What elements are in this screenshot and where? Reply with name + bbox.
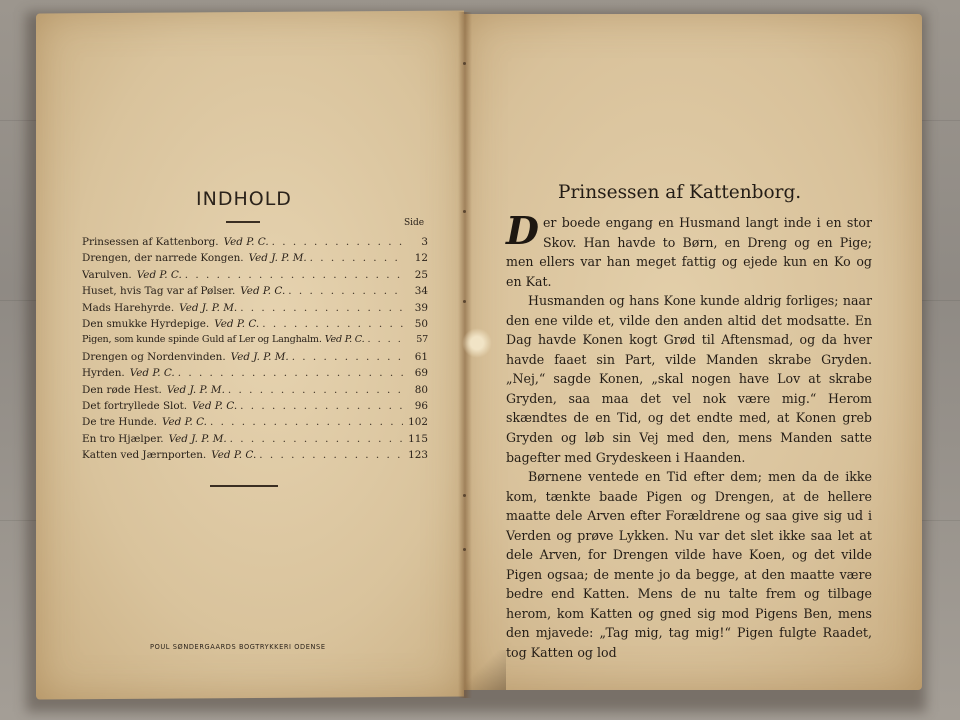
title-rule — [226, 221, 260, 223]
toc-entry: Varulven. Ved P. C. . . . 25 — [82, 269, 428, 285]
binding-stitch — [463, 548, 466, 551]
toc-entry: Pigen, som kunde spinde Guld af Ler og Langhalm. Ved P. C. . . . 57 — [82, 334, 428, 350]
side-column-label: Side — [404, 218, 425, 228]
story-paragraph: Husmanden og hans Kone kunde aldrig forliges; naar den ene vilde et, vilde den anden altid det modsatte. En Dag havde Konen kogt Grød til Aftensmad, og da hver havde faaet sin Part, vilde Manden skrabe Gryden. „Nej,“ sagde Konen, „skal nogen have Lov at skrabe Gryden, saa maa det vel nok være mig.“ Herom skændtes de en Tid, og det endte med, at Konen greb Gryden og løb sin Vej med den, mens Manden satte bagefter med Grydeskeen i Haanden. — [506, 293, 872, 465]
toc-entry: Prinsessen af Kattenborg. Ved P. C. . . . 3 — [82, 236, 428, 252]
story-title: Prinsessen af Kattenborg. — [558, 182, 802, 203]
toc-entry: De tre Hunde. Ved P. C. . . . 102 — [82, 416, 428, 432]
story-paragraph: Der boede engang en Husmand langt inde i en stor Skov. Han havde to Børn, en Dreng og en Pige; men ellers var han meget fattig og ejede kun en Ko og en Kat. — [506, 208, 872, 289]
paper-tear — [462, 328, 492, 358]
worn-corner — [466, 650, 506, 690]
toc-entry: Det fortryllede Slot. Ved P. C. . . . 96 — [82, 400, 428, 416]
story-text — [506, 208, 872, 663]
toc-entry: En tro Hjælper. Ved J. P. M. . . . 115 — [82, 433, 428, 449]
toc-entry: Katten ved Jærnporten. Ved P. C. . . . 123 — [82, 449, 428, 465]
printer-imprint: POUL SØNDERGAARDS BOGTRYKKERI ODENSE — [150, 643, 326, 651]
toc-entry: Drengen, der narrede Kongen. Ved J. P. M. . . . 12 — [82, 252, 428, 268]
story-paragraph: Børnene ventede en Tid efter dem; men da de ikke kom, tænkte baade Pigen og Drengen, at de hellere maatte dele Arven efter Forældrene og saa give sig ud i Verden og prøve Lykken. Nu var det slet ikke saa let at dele Arven, for Drengen vilde have Koen, og det vilde Pigen ogsaa; de mente jo da begge, at den maatte være bedre end Katten. Mens de nu talte frem og tilbage herom, kom Katten og gned sig mod Pigens Ben, mens den mjavede: „Tag mig, tag mig!“ Pigen fulgte Raadet, tog Katten og lod — [506, 469, 872, 661]
toc-entry: Mads Harehyrde. Ved J. P. M. . . . 39 — [82, 302, 428, 318]
binding-stitch — [463, 62, 466, 65]
toc-entry: Huset, hvis Tag var af Pølser. Ved P. C. . . . 34 — [82, 285, 428, 301]
binding-stitch — [463, 210, 466, 213]
toc-entry: Den røde Hest. Ved J. P. M. . . . 80 — [82, 384, 428, 400]
toc-title: INDHOLD — [196, 188, 292, 210]
toc-entry: Den smukke Hyrdepige. Ved P. C. . . . 50 — [82, 318, 428, 334]
drop-cap: D — [506, 208, 539, 253]
toc-entry: Drengen og Nordenvinden. Ved J. P. M. . . . 61 — [82, 351, 428, 367]
toc-entry: Hyrden. Ved P. C. . . . 69 — [82, 367, 428, 383]
binding-stitch — [463, 300, 466, 303]
end-rule — [210, 485, 278, 487]
binding-stitch — [463, 494, 466, 497]
toc-list — [82, 236, 428, 465]
